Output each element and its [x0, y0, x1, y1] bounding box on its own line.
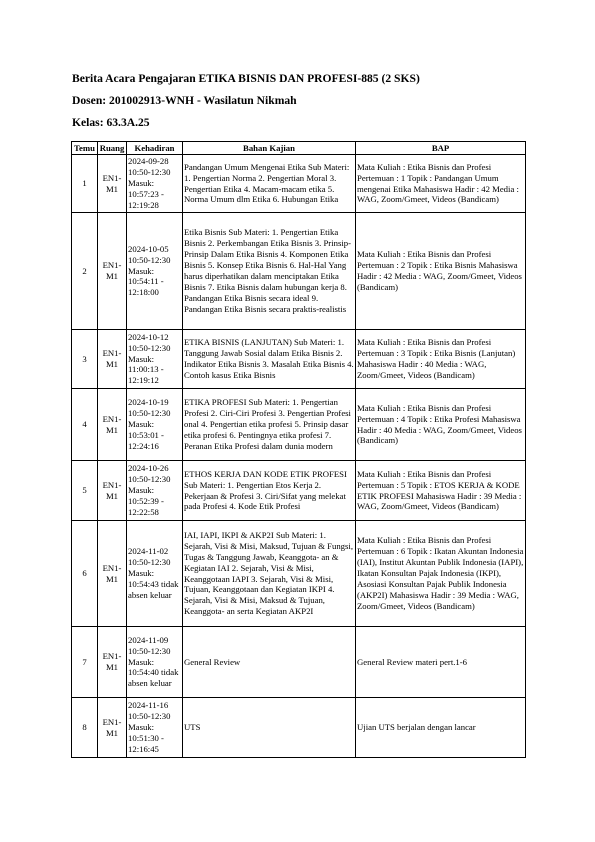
cell-temu: 3 — [72, 330, 98, 389]
class-line: Kelas: 63.3A.25 — [72, 116, 150, 129]
cell-kehadiran: 2024-11-09 10:50-12:30 Masuk: 10:54:40 tidak absen keluar — [127, 627, 183, 698]
cell-bap: General Review materi pert.1-6 — [356, 627, 526, 698]
table-header-row — [72, 142, 526, 155]
cell-temu: 1 — [72, 155, 98, 213]
table-row — [72, 698, 526, 758]
cell-bap: Mata Kuliah : Etika Bisnis dan Profesi Pertemuan : 4 Topik : Etika Profesi Mahasiswa Hadir : 40 Media : WAG, Zoom/Gmeet, Videos (Bandicam) — [356, 389, 526, 461]
cell-kehadiran: 2024-09-28 10:50-12:30 Masuk: 10:57:23 - 12:19:28 — [127, 155, 183, 213]
cell-temu: 7 — [72, 627, 98, 698]
cell-bap: Mata Kuliah : Etika Bisnis dan Profesi Pertemuan : 5 Topik : ETOS KERJA & KODE ETIK PROFESI Mahasiswa Hadir : 39 Media : WAG, Zoom/Gmeet, Videos (Bandicam) — [356, 461, 526, 521]
cell-kehadiran: 2024-10-26 10:50-12:30 Masuk: 10:52:39 - 12:22:58 — [127, 461, 183, 521]
cell-bahan-kajian: ETIKA PROFESI Sub Materi: 1. Pengertian Profesi 2. Ciri-Ciri Profesi 3. Pengertian Profesi onal 4. Pengertian etika profesi 5. Prinsip dasar etika profesi 6. Pentingnya etika profesi 7. Peranan Etika Profesi dalam dunia modern — [183, 389, 356, 461]
column-header-bahan-kajian: Bahan Kajian — [183, 142, 356, 155]
cell-bahan-kajian: General Review — [183, 627, 356, 698]
cell-ruang: EN1-M1 — [98, 389, 127, 461]
cell-temu: 2 — [72, 213, 98, 330]
cell-bahan-kajian: UTS — [183, 698, 356, 758]
cell-temu: 8 — [72, 698, 98, 758]
lecturer-line: Dosen: 201002913-WNH - Wasilatun Nikmah — [72, 94, 297, 107]
cell-ruang: EN1-M1 — [98, 461, 127, 521]
table-row — [72, 155, 526, 213]
cell-bap: Mata Kuliah : Etika Bisnis dan Profesi Pertemuan : 2 Topik : Etika Bisnis Mahasiswa Hadir : 42 Media : WAG, Zoom/Gmeet, Videos (Bandicam) — [356, 213, 526, 330]
cell-ruang: EN1-M1 — [98, 330, 127, 389]
table-row — [72, 627, 526, 698]
cell-kehadiran: 2024-10-05 10:50-12:30 Masuk: 10:54:11 - 12:18:00 — [127, 213, 183, 330]
cell-bap: Mata Kuliah : Etika Bisnis dan Profesi Pertemuan : 1 Topik : Pandangan Umum mengenai Etika Mahasiswa Hadir : 42 Media : WAG, Zoom/Gmeet, Videos (Bandicam) — [356, 155, 526, 213]
cell-bahan-kajian: Etika Bisnis Sub Materi: 1. Pengertian Etika Bisnis 2. Perkembangan Etika Bisnis 3. Prinsip-Prinsip Dalam Etika Bisnis 4. Komponen Etika Bisnis 5. Konsep Etika Bisnis 6. Hal-Hal Yang harus diperhatikan dalam menciptakan Etika Bisnis 7. Etika Bisnis dalam hubungan kerja 8. Pandangan Etika Bisnis secara ideal 9. Pandangan Etika Bisnis secara praktis-realistis — [183, 213, 356, 330]
cell-bahan-kajian: IAI, IAPI, IKPI & AKP2I Sub Materi: 1. Sejarah, Visi & Misi, Maksud, Tujuan & Fungsi, Tugas & Tanggung Jawab, Keanggota- an & Kegiatan IAI 2. Sejarah, Visi & Misi, Keanggotaan IAPI 3. Sejarah, Visi & Misi, Tujuan, Keanggotaan dan Kegiatan IKPI 4. Sejarah, Visi & Misi, Maksud & Tujuan, Keanggota- an serta Kegiatan AKP2I — [183, 521, 356, 627]
cell-ruang: EN1-M1 — [98, 627, 127, 698]
table-row — [72, 389, 526, 461]
column-header-ruang: Ruang — [98, 142, 127, 155]
table-row — [72, 330, 526, 389]
cell-ruang: EN1-M1 — [98, 155, 127, 213]
table-row — [72, 521, 526, 627]
document-title: Berita Acara Pengajaran ETIKA BISNIS DAN PROFESI-885 (2 SKS) — [72, 72, 420, 85]
attendance-table — [71, 141, 526, 758]
cell-temu: 5 — [72, 461, 98, 521]
cell-kehadiran: 2024-10-19 10:50-12:30 Masuk: 10:53:01 - 12:24:16 — [127, 389, 183, 461]
cell-temu: 4 — [72, 389, 98, 461]
cell-bap: Mata Kuliah : Etika Bisnis dan Profesi Pertemuan : 3 Topik : Etika Bisnis (Lanjutan) Mahasiswa Hadir : 40 Media : WAG, Zoom/Gmeet, Videos (Bandicam) — [356, 330, 526, 389]
cell-ruang: EN1-M1 — [98, 698, 127, 758]
column-header-temu: Temu — [72, 142, 98, 155]
cell-bahan-kajian: ETIKA BISNIS (LANJUTAN) Sub Materi: 1. Tanggung Jawab Sosial dalam Etika Bisnis 2. Indikator Etika Bisnis 3. Masalah Etika Bisnis 4. Contoh kasus Etika Bisnis — [183, 330, 356, 389]
cell-ruang: EN1-M1 — [98, 213, 127, 330]
table-row — [72, 213, 526, 330]
table-row — [72, 461, 526, 521]
cell-kehadiran: 2024-11-16 10:50-12:30 Masuk: 10:51:30 - 12:16:45 — [127, 698, 183, 758]
cell-bahan-kajian: Pandangan Umum Mengenai Etika Sub Materi: 1. Pengertian Norma 2. Pengertian Moral 3. Pengertian Etika 4. Macam-macam etika 5. Norma Umum dlm Etika 6. Hubungan Etika — [183, 155, 356, 213]
cell-temu: 6 — [72, 521, 98, 627]
column-header-bap: BAP — [356, 142, 526, 155]
cell-bap: Ujian UTS berjalan dengan lancar — [356, 698, 526, 758]
cell-kehadiran: 2024-11-02 10:50-12:30 Masuk: 10:54:43 tidak absen keluar — [127, 521, 183, 627]
cell-kehadiran: 2024-10-12 10:50-12:30 Masuk: 11:00:13 - 12:19:12 — [127, 330, 183, 389]
cell-bap: Mata Kuliah : Etika Bisnis dan Profesi Pertemuan : 6 Topik : Ikatan Akuntan Indonesia (IAI), Institut Akuntan Publik Indonesia (IAPI), Ikatan Konsultan Pajak Indonesia (IKPI), Asosiasi Konsultan Pajak Publik Indonesia (AKP2I) Mahasiswa Hadir : 39 Media : WAG, Zoom/Gmeet, Videos (Bandicam) — [356, 521, 526, 627]
cell-ruang: EN1-M1 — [98, 521, 127, 627]
column-header-kehadiran: Kehadiran — [127, 142, 183, 155]
cell-bahan-kajian: ETHOS KERJA DAN KODE ETIK PROFESI Sub Materi: 1. Pengertian Etos Kerja 2. Pekerjaan & Profesi 3. Ciri/Sifat yang melekat pada Profesi 4. Kode Etik Profesi — [183, 461, 356, 521]
